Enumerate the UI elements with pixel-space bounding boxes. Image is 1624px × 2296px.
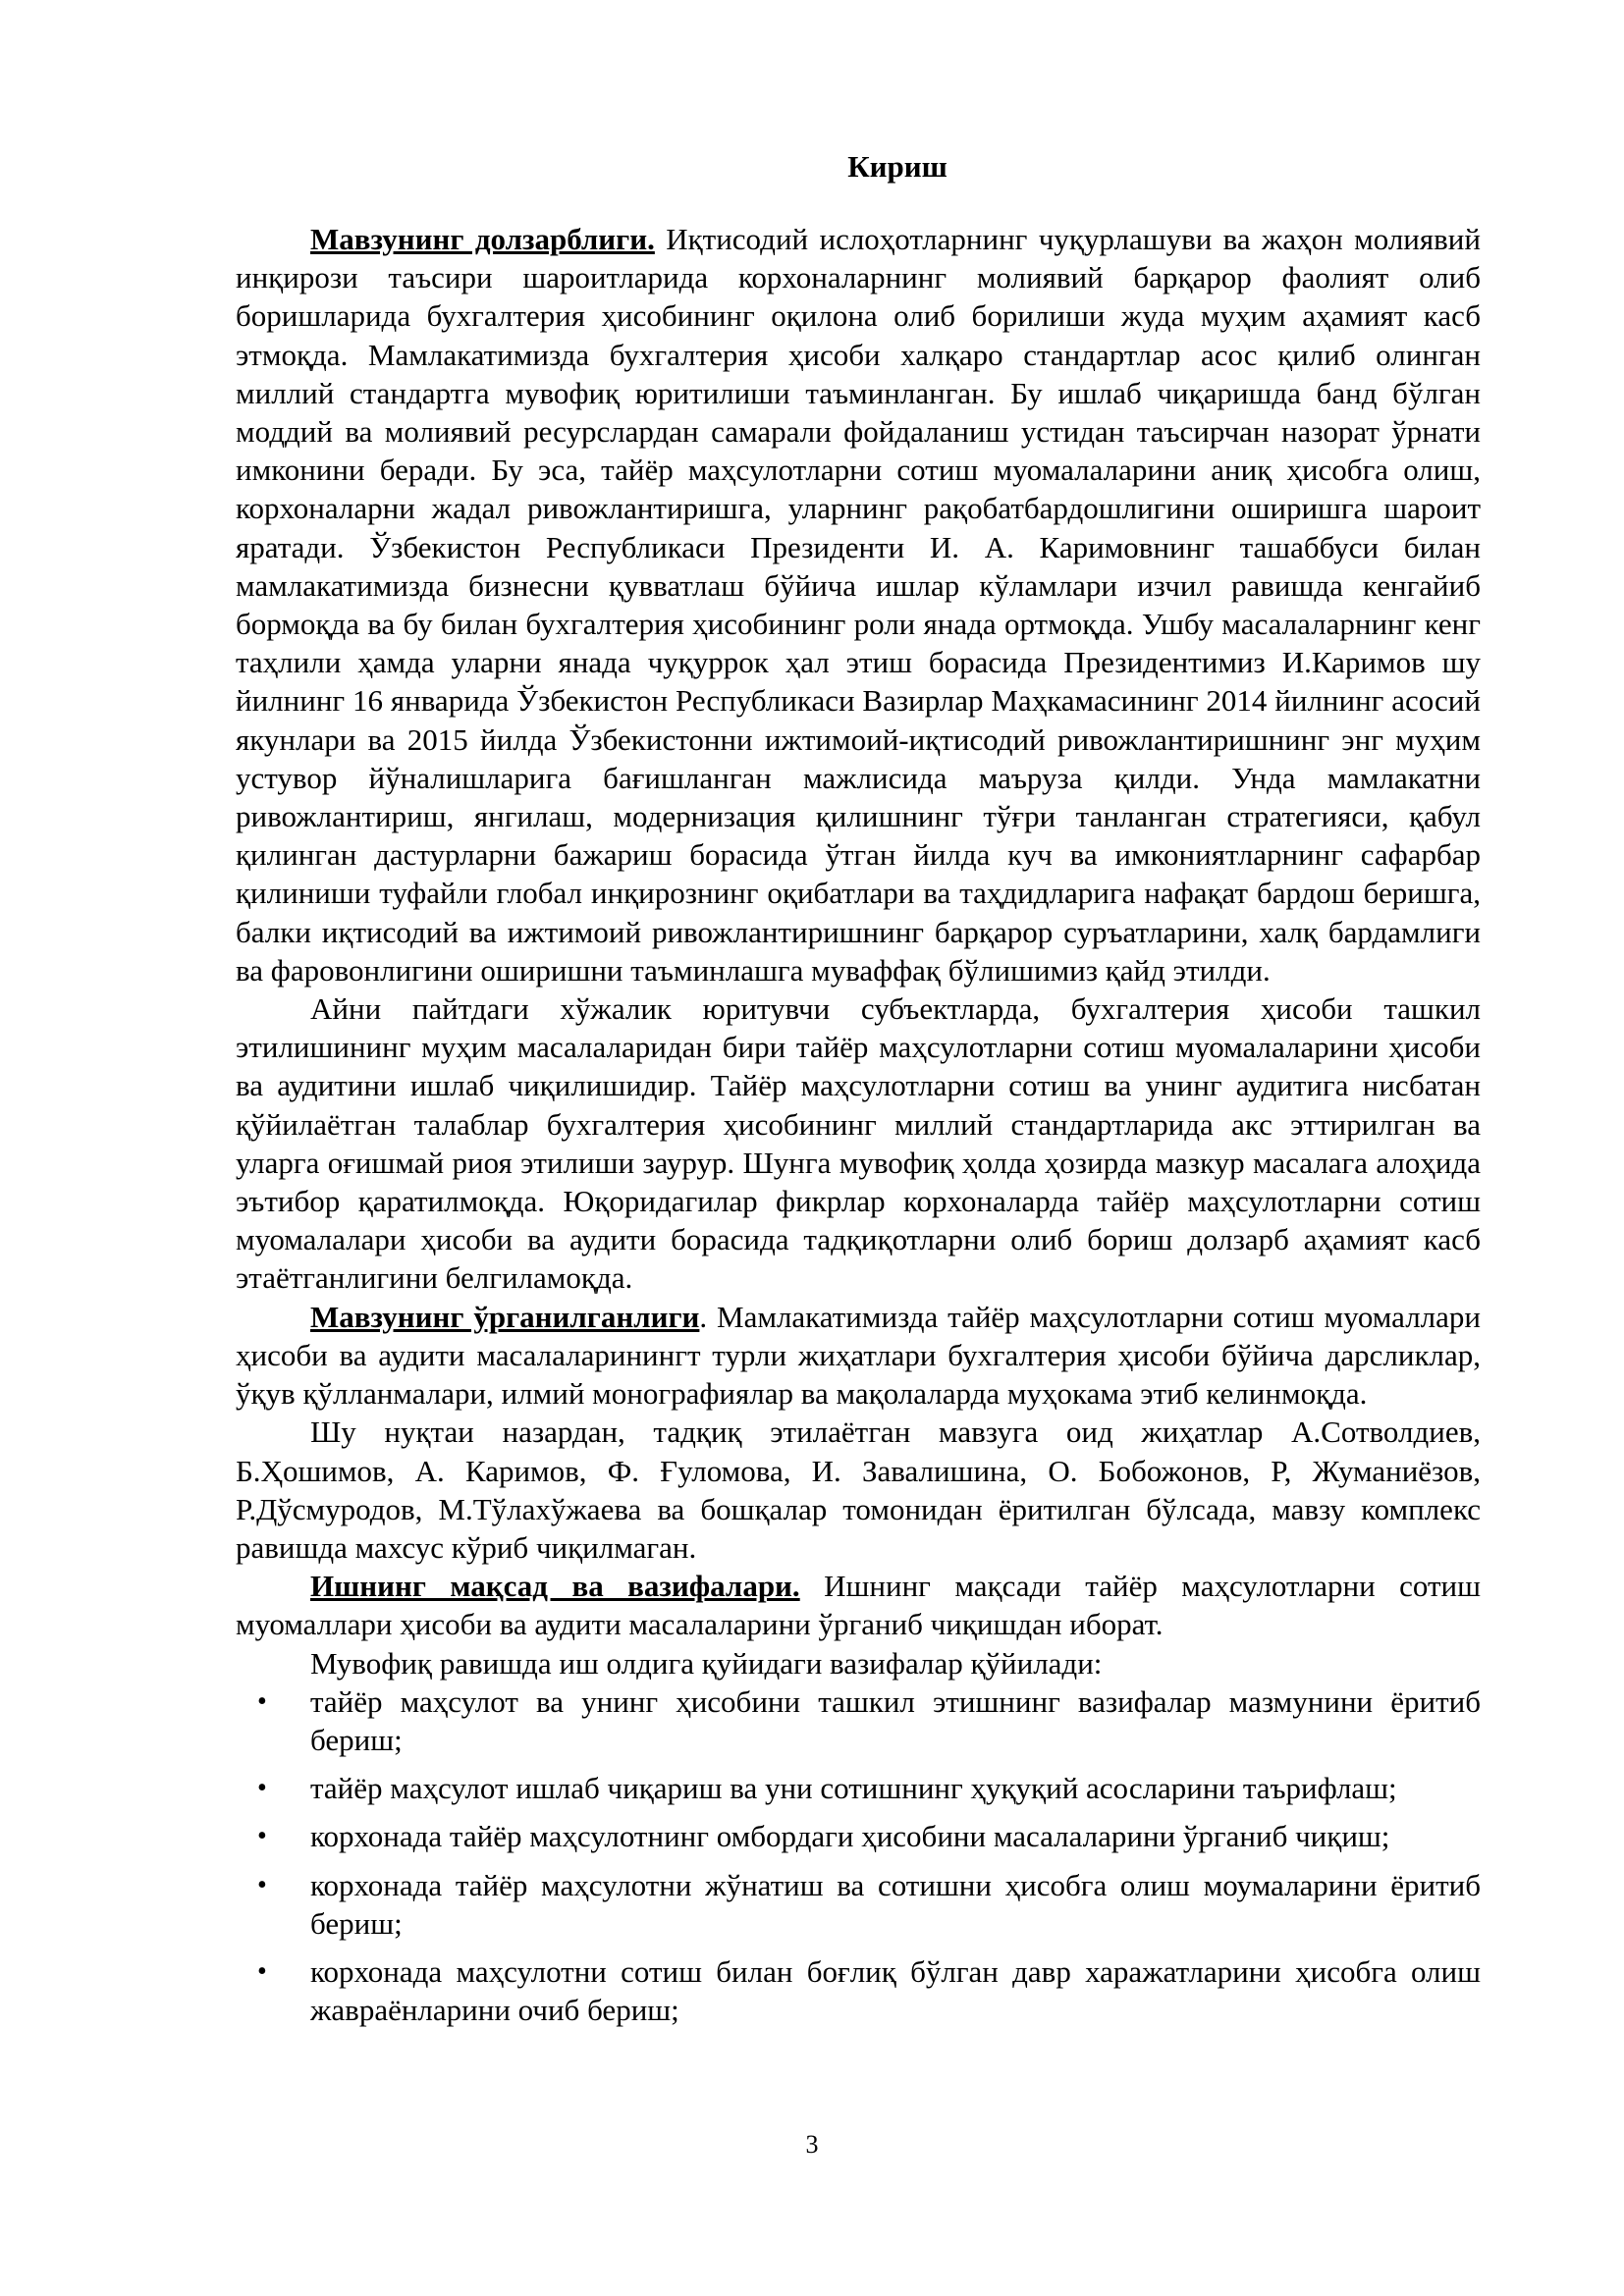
- list-item-text: корхонада тайёр маҳсулотнинг омбордаги ҳисобини масалаларини ўрганиб чиқиш;: [310, 1819, 1390, 1854]
- list-item: [236, 1952, 1481, 2029]
- list-item-text: корхонада тайёр маҳсулотни жўнатиш ва сотишни ҳисобга олиш моумаларини ёритиб бериш;: [310, 1867, 1481, 1941]
- list-item-text: корхонада маҳсулотни сотиш билан боғлиқ бўлган давр харажатларини ҳисобга олиш жавраёнларини очиб бериш;: [310, 1953, 1481, 2028]
- section-lead: Мавзунинг долзарблиги.: [310, 222, 655, 256]
- paragraph-text: Мувофиқ равишда иш олдига қуйидаги вазифалар қўйилади:: [310, 1645, 1103, 1681]
- task-list: [236, 1682, 1481, 2030]
- paragraph-text: . Мамлакатимизда тайёр маҳсулотларни сотиш муомаллари ҳисоби ва аудити масалаларинингт турли жиҳатлари бухгалтерия ҳисоби бўйича дарсликлар, ўқув қўлланмалари, илмий монографиялар ва мақолаларда муҳокама этиб келинмоқда.: [236, 1299, 1481, 1412]
- paragraph-study-level: [236, 1298, 1481, 1414]
- paragraph-authors: [236, 1413, 1481, 1567]
- list-item: [236, 1769, 1481, 1807]
- paragraph-text: Айни пайтдаги хўжалик юритувчи субъектларда, бухгалтерия ҳисоби ташкил этилишининг муҳим масалаларидан бири тайёр маҳсулотларни сотиш муомалаларини ҳисоби ва аудитини ишлаб чиқилишидир. Тайёр маҳсулотларни сотиш ва унинг аудитига нисбатан қўйилаётган талаблар бухгалтерия ҳисобининг миллий стандартларида акс эттирилган ва уларга оғишмай риоя этилиши заурур. Шунга мувофиқ ҳолда ҳозирда мазкур масалага алоҳида эътибор қаратилмоқда. Юқоридагилар фикрлар корхоналарда тайёр маҳсулотларни сотиш муомалалари ҳисоби ва аудити борасида тадқиқотларни олиб бориш долзарб аҳамият касб этаётганлигини белгиламоқда.: [236, 991, 1481, 1296]
- section-lead: Ишнинг мақсад ва вазифалари.: [310, 1569, 800, 1604]
- document-page: [236, 147, 1481, 2039]
- list-item-text: тайёр маҳсулот ишлаб чиқариш ва уни сотишнинг ҳуқуқий асосларини таърифлаш;: [310, 1771, 1397, 1806]
- paragraph-text: Шу нуқтаи назардан, тадқиқ этилаётган мавзуга оид жиҳатлар А.Сотволдиев, Б.Ҳошимов, А. Каримов, Ф. Ғуломова, И. Завалишина, О. Бобожонов, Р, Жуманиёзов, Р.Дўсмуродов, М.Тўлахўжаева ва бошқалар томонидан ёритилган бўлсада, мавзу комплекс равишда махсус кўриб чиқилмаган.: [236, 1415, 1481, 1565]
- list-item: [236, 1817, 1481, 1855]
- paragraph-relevance: [236, 220, 1481, 989]
- bullet-icon: •: [257, 1955, 267, 1987]
- list-item: [236, 1866, 1481, 1943]
- list-item-text: тайёр маҳсулот ва унинг ҳисобини ташкил этишнинг вазифалар мазмунини ёритиб бериш;: [310, 1683, 1481, 1757]
- paragraph-text: Иқтисодий ислоҳотларнинг чуқурлашуви ва жаҳон молиявий инқирози таъсири шароитларида корхоналарнинг молиявий барқарор фаолият олиб боришларида бухгалтерия ҳисобининг оқилона олиб борилиши жуда муҳим аҳамият касб этмоқда. Мамлакатимизда бухгалтерия ҳисоби халқаро стандартлар асос қилиб олинган миллий стандартга мувофиқ юритилиши таъминланган. Бу ишлаб чиқаришда банд бўлган моддий ва молиявий ресурслардан самарали фойдаланиш устидан таъсирчан назорат ўрнати имконини беради. Бу эса, тайёр маҳсулотларни сотиш муомалаларини аниқ ҳисобга олиш, корхоналарни жадал ривожлантиришга, уларнинг рақобатбардошлигини оширишга шароит яратади. Ўзбекистон Республикаси Президенти И. А. Каримовнинг ташаббуси билан мамлакатимизда бизнесни қувватлаш бўйича ишлар кўламлари изчил равишда кенгайиб бормоқда ва бу билан бухгалтерия ҳисобининг роли янада ортмоқда. Ушбу масалаларнинг кенг таҳлили ҳамда уларни янада чуқуррок ҳал этиш борасида Президентимиз И.Каримов шу йилнинг 16 январида Ўзбекистон Республикаси Вазирлар Маҳкамасининг 2014 йилнинг асосий якунлари ва 2015 йилда Ўзбекистонни ижтимоий-иқтисодий ривожлантиришнинг энг муҳим устувор йўналишларига бағишланган мажлисида маъруза қилди. Унда мамлакатни ривожлантириш, янгилаш, модернизация қилишнинг тўғри танланган стратегияси, қабул қилинган дастурларни бажариш борасида ўтган йилда куч ва имкониятларнинг сафарбар қилиниши туфайли глобал инқирознинг оқибатлари ва таҳдидларига нафақат бардош беришга, балки иқтисодий ва ижтимоий ривожлантиришнинг барқарор суръатларини, халқ бардамлиги ва фаровонлигини оширишни таъминлашга муваффақ бўлишимиз қайд этилди.: [236, 222, 1481, 988]
- list-item: [236, 1682, 1481, 1759]
- paragraph-tasks-intro: [236, 1644, 1481, 1682]
- page-number: 3: [805, 2130, 819, 2159]
- bullet-icon: •: [257, 1685, 267, 1717]
- section-lead: Мавзунинг ўрганилганлиги: [310, 1299, 700, 1334]
- bullet-icon: •: [257, 1821, 267, 1852]
- paragraph-current-context: [236, 989, 1481, 1298]
- paragraph-goals: [236, 1567, 1481, 1643]
- bullet-icon: •: [257, 1773, 267, 1804]
- paragraph-text: Ишнинг мақсади тайёр маҳсулотларни сотиш муомаллари ҳисоби ва аудити масалаларини ўрганиб чиқишдан иборат.: [236, 1569, 1481, 1642]
- page-title: Кириш: [847, 149, 947, 184]
- bullet-icon: •: [257, 1869, 267, 1900]
